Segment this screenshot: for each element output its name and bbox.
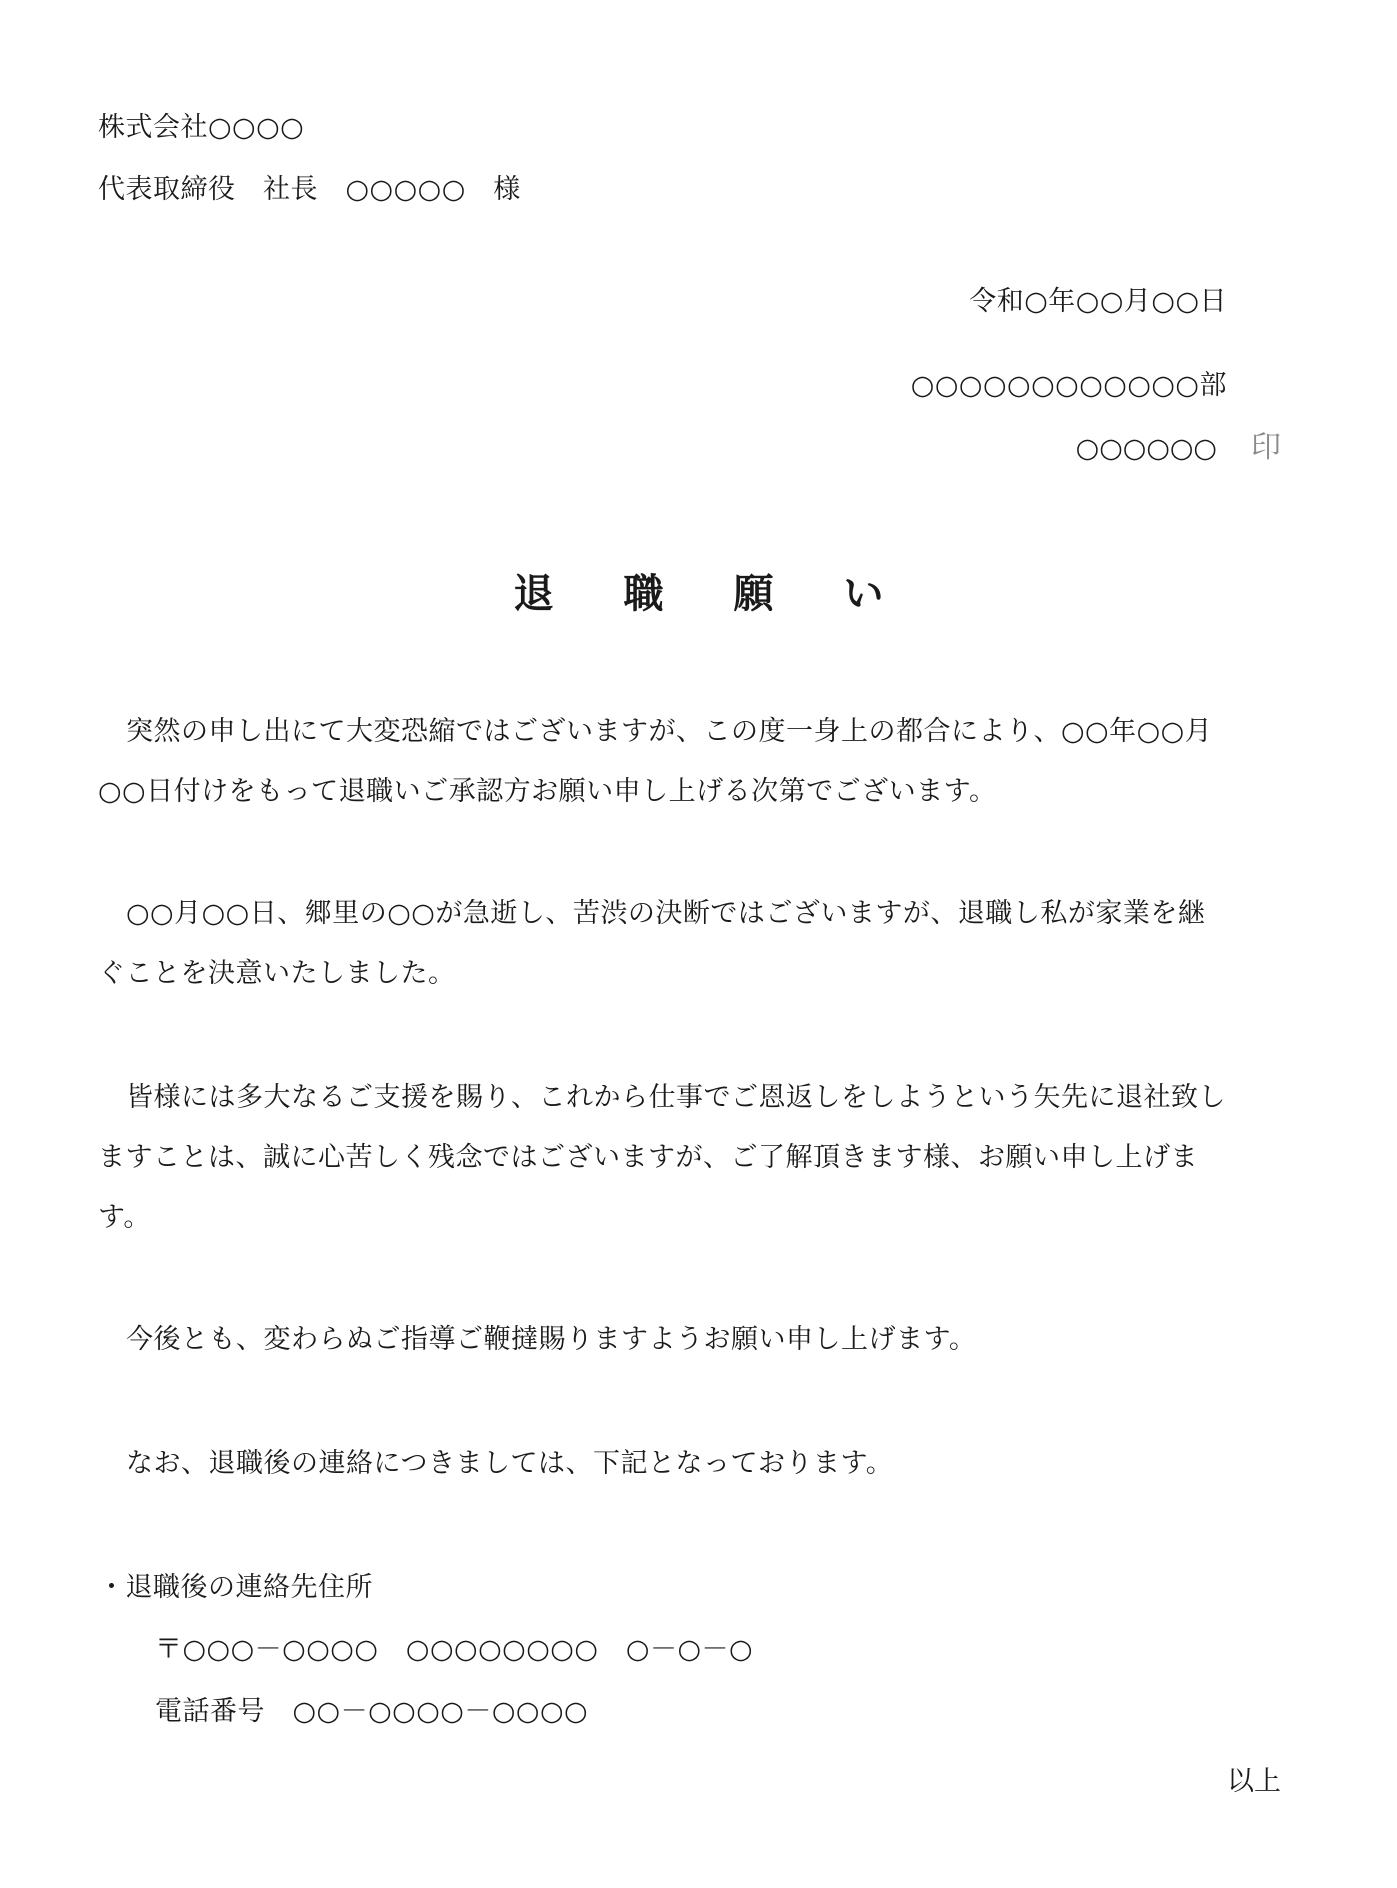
contact-heading: ・退職後の連絡先住所 [98,1572,373,1603]
paragraph-5-line-1: なお、退職後の連絡につきましては、下記となっております。 [126,1448,894,1479]
seal-mark: 印 [1251,430,1281,465]
paragraph-2-line-1: ○○月○○日、郷里の○○が急逝し、苦渋の決断ではございますが、退職し私が家業を継 [126,898,1206,929]
sender-department: ○○○○○○○○○○○○部 [910,370,1227,401]
sender-name: ○○○○○○ [1075,433,1217,464]
recipient-company: 株式会社○○○○ [98,112,305,143]
paragraph-1-line-1: 突然の申し出にて大変恐縮ではございますが、この度一身上の都合により、○○年○○月 [126,716,1213,747]
closing-mark: 以上 [1227,1766,1281,1797]
contact-phone: 電話番号 ○○－○○○○－○○○○ [155,1696,589,1727]
paragraph-3-line-2: ますことは、誠に心苦しく残念ではございますが、ご了解頂きます様、お願い申し上げま [98,1142,1198,1173]
recipient-person: 代表取締役 社長 ○○○○○ 様 [98,174,521,205]
letter-date: 令和○年○○月○○日 [969,286,1227,317]
paragraph-4-line-1: 今後とも、変わらぬご指導ご鞭撻賜りますようお願い申し上げます。 [126,1324,977,1355]
paragraph-1-line-2: ○○日付けをもって退職いご承認方お願い申し上げる次第でございます。 [98,776,997,807]
sender-name-row [1076,428,1281,469]
paragraph-2-line-2: ぐことを決意いたしました。 [98,958,456,989]
paragraph-3-line-3: す。 [98,1202,151,1233]
contact-address: 〒○○○－○○○○ ○○○○○○○○ ○－○－○ [155,1634,754,1665]
document-title: 退職願い [513,570,954,617]
paragraph-3-line-1: 皆様には多大なるご支援を賜り、これから仕事でご恩返しをしようという矢先に退社致し [126,1082,1226,1113]
